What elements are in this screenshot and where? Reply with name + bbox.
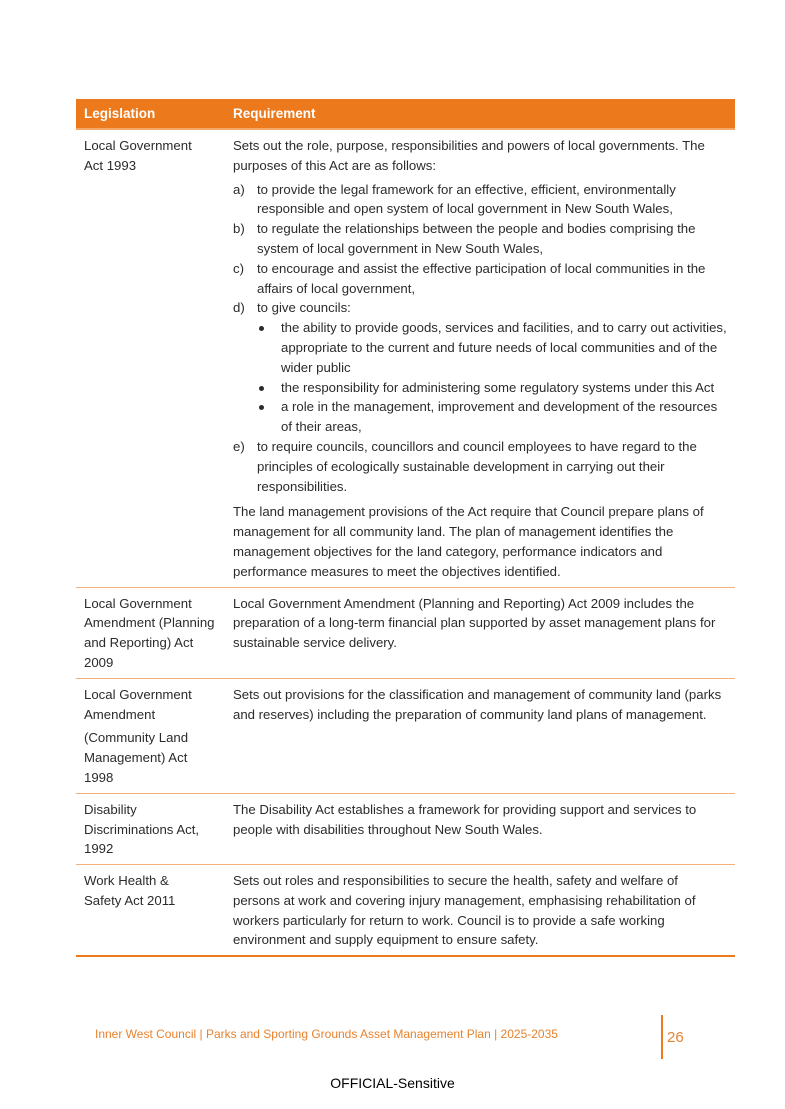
legislation-cell: [76, 587, 225, 678]
table-row: [76, 587, 735, 678]
purposes-list: [233, 180, 727, 497]
list-item: [233, 219, 727, 259]
bullet-text: the responsibility for administering some regulatory systems under this Act: [281, 379, 715, 395]
table-row: [76, 678, 735, 793]
list-text: to encourage and assist the effective participation of local communities in the affairs of local government,: [257, 260, 706, 296]
header-requirement: Requirement: [225, 99, 735, 129]
page-number: 26: [667, 1029, 684, 1046]
requirement-intro: Sets out the role, purpose, responsibilities and powers of local governments. The purposes of this Act are as follows:: [233, 138, 705, 173]
councils-bullet-list: [257, 318, 727, 437]
legislation-name: Disability Discriminations Act, 1992: [84, 801, 200, 857]
table-row: [76, 793, 735, 864]
list-marker: d): [233, 300, 245, 316]
bullet-item: [257, 318, 727, 377]
requirement-text: Local Government Amendment (Planning and Reporting) Act 2009 includes the preparation of a long-term financial plan supported by asset management plans for sustainable service delivery.: [233, 595, 716, 651]
legislation-cell: [76, 129, 225, 587]
classification-label: OFFICIAL-Sensitive: [330, 1075, 455, 1091]
header-legislation: Legislation: [76, 99, 225, 129]
requirement-text: Sets out provisions for the classification and management of community land (parks and reserves) including the preparation of community land plans of management.: [233, 686, 722, 722]
list-item: [233, 259, 727, 299]
footer-divider: [661, 1015, 663, 1059]
bullet-icon: [259, 386, 264, 391]
list-item: [233, 437, 727, 496]
legislation-cell: [76, 865, 225, 957]
requirement-cell: [225, 865, 735, 957]
bullet-item: [257, 397, 727, 437]
legislation-name: Work Health & Safety Act 2011: [84, 873, 176, 908]
requirement-closing: The land management provisions of the Act require that Council prepare plans of management for all community land. The plan of management identifies the management objectives for the land category, performance indicators and performance measures to meet the objectives identified.: [233, 504, 704, 579]
list-text: to require councils, councillors and council employees to have regard to the principles of ecologically sustainable development in carrying out their responsibilities.: [257, 438, 697, 494]
requirement-cell: [225, 129, 735, 587]
list-item: [233, 180, 727, 220]
table-row: [76, 865, 735, 957]
requirement-cell: [225, 793, 735, 864]
requirement-cell: [225, 587, 735, 678]
legislation-cell: [76, 793, 225, 864]
legislation-name: Local Government Amendment (Planning and Reporting) Act 2009: [84, 595, 215, 670]
list-marker: e): [233, 438, 245, 454]
list-marker: c): [233, 260, 244, 276]
requirement-cell: [225, 678, 735, 793]
bullet-text: the ability to provide goods, services and facilities, and to carry out activities, appropriate to the current and future needs of local communities and of the wider public: [281, 320, 727, 375]
list-item: [233, 298, 727, 437]
list-marker: a): [233, 181, 245, 197]
table-header-row: [76, 99, 735, 129]
bullet-item: [257, 378, 727, 398]
list-text: to provide the legal framework for an effective, efficient, environmentally responsible and open system of local government in New South Wales,: [257, 181, 676, 217]
requirement-text: The Disability Act establishes a framework for providing support and services to people with disabilities throughout New South Wales.: [233, 801, 697, 837]
bullet-icon: [259, 405, 264, 410]
legislation-name: Local Government Act 1993: [84, 138, 192, 173]
legislation-cell: [76, 678, 225, 793]
bullet-text: a role in the management, improvement and development of the resources of their areas,: [281, 399, 718, 435]
requirement-text: Sets out roles and responsibilities to secure the health, safety and welfare of persons at work and covering injury management, emphasising rehabilitation of workers particularly for return to work. Council is to provide a safe working environment and supply equipment to ensure safety.: [233, 873, 696, 948]
legislation-name-line1: Local Government Amendment: [84, 686, 192, 722]
footer-text: Inner West Council | Parks and Sporting Grounds Asset Management Plan | 2025-2035: [95, 1027, 558, 1041]
list-text: to regulate the relationships between the people and bodies comprising the system of local government in New South Wales,: [257, 221, 696, 256]
legislation-name-line2: (Community Land Management) Act 1998: [84, 730, 189, 785]
bullet-icon: [259, 326, 264, 331]
table-row: [76, 129, 735, 587]
legislation-table: [76, 99, 735, 957]
list-marker: b): [233, 221, 245, 237]
list-text: to give councils:: [257, 300, 351, 316]
